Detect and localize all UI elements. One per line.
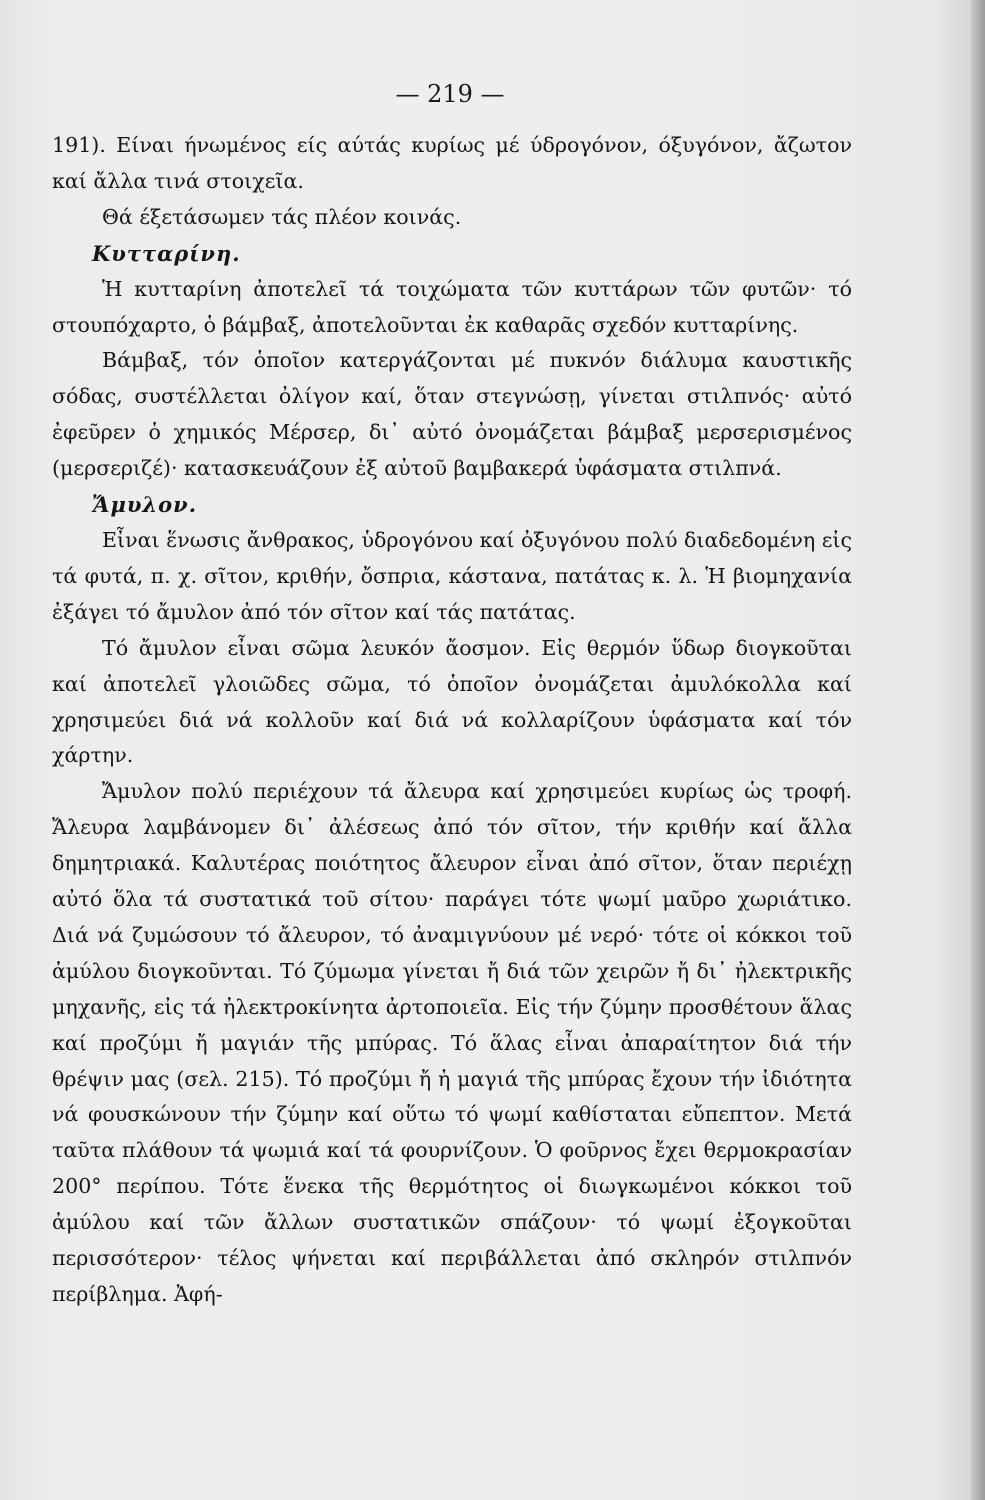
- page-body: [52, 128, 852, 1313]
- paragraph-examine-common: Θά έξετάσωμεν τάς πλέον κοινάς.: [102, 204, 462, 229]
- section-heading-cellulose: Κυτταρίνη.: [92, 240, 241, 266]
- section-heading-starch: Ἄμυλον.: [92, 492, 198, 518]
- paragraph-starch-definition: Εἶναι ἕνωσις ἄνθρακος, ὑδρογόνου καί ὀξυγόνου πολύ διαδεδομένη εἰς τά φυτά, π. χ. σῖτον, κριθήν, ὄσπρια, κάστανα, πατάτας κ. λ. Ἡ βιομηχανία ἐξάγει τό ἄμυλον ἀπό τόν σῖτον καί τάς πατάτας.: [52, 527, 852, 624]
- paragraph-mercerized-cotton: Βάμβαξ, τόν ὁποῖον κατεργάζονται μέ πυκνόν διάλυμα καυστικῆς σόδας, συστέλλεται ὀλίγον καί, ὅταν στεγνώσῃ, γίνεται στιλπνός· αὐτό ἐφεῦρεν ὁ χημικός Μέρσερ, δι᾿ αὐτό ὀνομάζεται βάμβαξ μερσερισμένος (μερσεριζέ)· κατασκευάζουν ἐξ αὐτοῦ βαμβακερά ὑφάσματα στιλπνά.: [52, 348, 852, 481]
- paragraph-elements-continuation: 191). Είναι ήνωμένος είς αύτάς κυρίως μέ ύδρογόνον, όξυγόνον, ἄζωτον καί ἄλλα τινά στοιχεῖα.: [52, 133, 852, 193]
- page-edge-shadow: [971, 0, 985, 1500]
- paragraph-flour-bread: Ἄμυλον πολύ περιέχουν τά ἄλευρα καί χρησιμεύει κυρίως ὡς τροφή. Ἄλευρα λαμβάνομεν δι᾿ ἀλέσεως ἀπό τόν σῖτον, τήν κριθήν καί ἄλλα δημητριακά. Καλυτέρας ποιότητος ἄλευρον εἶναι ἀπό σῖτον, ὅταν περιέχῃ αὐτό ὅλα τά συστατικά τοῦ σίτου· παράγει τότε ψωμί μαῦρο χωριάτικο. Διά νά ζυμώσουν τό ἄλευρον, τό ἀναμιγνύουν μέ νερό· τότε οἱ κόκκοι τοῦ ἀμύλου διογκοῦνται. Τό ζύμωμα γίνεται ἤ διά τῶν χειρῶν ἤ δι᾿ ἠλεκτρικῆς μηχανῆς, εἰς τά ἠλεκτροκίνητα ἀρτοποιεῖα. Εἰς τήν ζύμην προσθέτουν ἅλας καί προζύμι ἤ μαγιάν τῆς μπύρας. Τό ἅλας εἶναι ἀπαραίτητον διά τήν θρέψιν μας (σελ. 215). Τό προζύμι ἤ ἡ μαγιά τῆς μπύρας ἔχουν τήν ἰδιότητα νά φουσκώνουν τήν ζύμην καί οὕτω τό ψωμί καθίσταται εὔπεπτον. Μετά ταῦτα πλάθουν τά ψωμιά καί τά φουρνίζουν. Ὁ φοῦρνος ἔχει θερμοκρασίαν 200° περίπου. Τότε ἕνεκα τῆς θερμότητος οἱ διωγκωμένοι κόκκοι τοῦ ἀμύλου καί τῶν ἄλλων συστατικῶν σπάζουν· τό ψωμί ἐξογκοῦται περισσότερον· τέλος ψήνεται καί περιβάλλεται ἀπό σκληρόν στιλπνόν περίβλημα. Ἀφή-: [52, 779, 852, 1306]
- paragraph-cellulose: Ἡ κυτταρίνη ἀποτελεῖ τά τοιχώματα τῶν κυττάρων τῶν φυτῶν· τό στουπόχαρτο, ὁ βάμβαξ, ἀποτελοῦνται ἐκ καθαρᾶς σχεδόν κυτταρίνης.: [52, 276, 852, 337]
- page-number: — 219 —: [395, 80, 505, 108]
- paragraph-starch-properties: Τό ἄμυλον εἶναι σῶμα λευκόν ἄοσμον. Εἰς θερμόν ὕδωρ διογκοῦται καί ἀποτελεῖ γλοιῶδες σῶμα, τό ὁποῖον ὀνομάζεται ἀμυλόκολλα καί χρησιμεύει διά νά κολλοῦν καί διά νά κολλαρίζουν ὑφάσματα καί τόν χάρτην.: [52, 635, 852, 768]
